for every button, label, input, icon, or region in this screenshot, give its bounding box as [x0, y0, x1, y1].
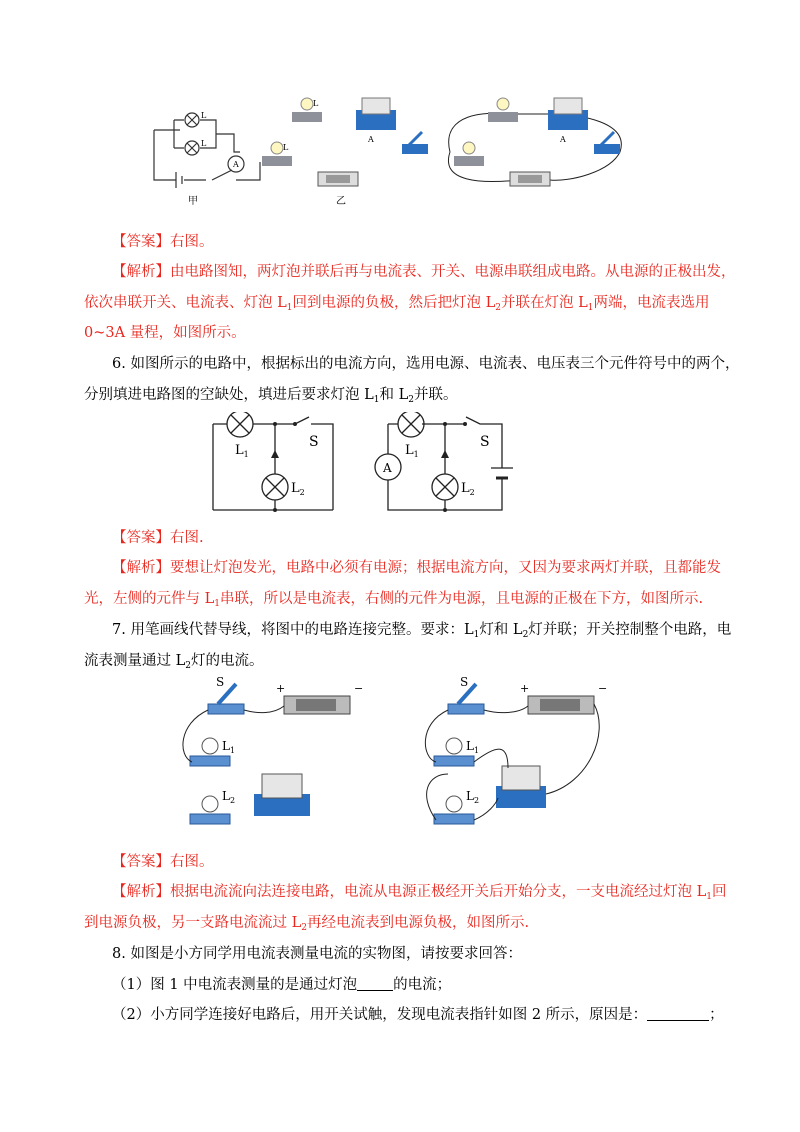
analysis-text: 要想让灯泡发光，电路中必须有电源；根据电流方向，又因为要求两灯并联，且都能发 [170, 560, 721, 576]
q6-left-s: S [309, 434, 319, 450]
answer-tag: 【答案】 [112, 234, 170, 250]
q7-analysis-line2 [84, 913, 800, 933]
sub: 2 [299, 488, 305, 497]
q5-label-l1: L [201, 111, 207, 120]
q7-analysis-line1 [112, 882, 800, 902]
q7-left-l2 [222, 789, 235, 805]
q8-part2 [112, 1005, 800, 1025]
q7-stem-line1 [112, 620, 800, 640]
q7-figures [178, 674, 618, 830]
q7-left-minus: − [354, 682, 364, 695]
text: 分别填进电路图的空缺处，填进后要求灯泡 L [84, 387, 374, 403]
q6-right-l2 [461, 481, 475, 497]
q8-part1 [112, 975, 800, 995]
q8-blank-1[interactable] [357, 976, 393, 991]
analysis-tag: 【解析】 [112, 560, 170, 576]
q6-right-l1 [405, 443, 419, 459]
q5-analysis-line1 [112, 262, 800, 282]
text: L [461, 481, 470, 496]
text: 回到电源的负极，然后把灯泡 L [292, 295, 496, 311]
q6-ammeter-a: A [383, 461, 392, 475]
q7-left-s: S [216, 675, 225, 689]
answer-text: 右图. [170, 530, 204, 546]
text: ； [709, 1007, 724, 1023]
q5-yi-l1: L [313, 99, 319, 108]
q8-blank-2[interactable] [647, 1006, 709, 1021]
text: 依次串联开关、电流表、灯泡 L [84, 295, 287, 311]
q5-parts-wired [448, 98, 621, 186]
q5-schematic-jia [154, 113, 260, 188]
q5-yi-a: A [368, 135, 374, 144]
text: 再经电流表到电源负极，如图所示. [306, 915, 530, 931]
q5-wired-a: A [560, 135, 566, 144]
sub: 2 [408, 395, 414, 405]
sub: 1 [229, 746, 236, 755]
q6-stem-line2 [84, 385, 800, 405]
text: L [466, 739, 474, 753]
text: L [291, 481, 300, 496]
text: 7. 用笔画线代替导线，将图中的电路连接完整。要求：L [112, 622, 474, 638]
q5-label-jia: 甲 [188, 196, 198, 207]
answer-text: 右图。 [170, 234, 214, 250]
q6-figures [205, 412, 525, 516]
text: 流表测量通过 L [84, 653, 186, 669]
q7-left-plus: + [276, 682, 286, 695]
q7-right-plus: + [520, 682, 530, 695]
q6-answer [112, 528, 800, 548]
sub: 1 [706, 892, 712, 902]
q7-right-l1 [466, 739, 479, 755]
analysis-tag: 【解析】 [112, 264, 170, 280]
sub: 2 [301, 923, 307, 933]
sub: 1 [473, 630, 480, 640]
text: 并联在灯泡 L [500, 295, 588, 311]
q7-stem-line2 [84, 651, 800, 671]
text: 和 L [379, 387, 409, 403]
text: L [222, 789, 230, 803]
text: （1）图 1 中电流表测量的是通过灯泡 [112, 977, 358, 993]
text: L [405, 443, 414, 458]
text: L [222, 739, 230, 753]
text: 根据电流流向法连接电路，电流从电源正极经开关后开始分支，一支电流经过灯泡 L [170, 884, 707, 900]
analysis-tag: 【解析】 [112, 884, 170, 900]
sub: 1 [473, 746, 480, 755]
q7-left-l1 [222, 739, 235, 755]
q5-yi-l2: L [283, 143, 289, 152]
q6-analysis-line2 [84, 589, 800, 609]
text: 串联，所以是电流表，右侧的元件为电源，且电源的正极在下方，如图所示. [219, 591, 704, 607]
q6-left-l2 [291, 481, 305, 497]
text: 两端，电流表选用 [593, 295, 710, 311]
q6-right-s: S [480, 434, 490, 450]
answer-tag: 【答案】 [112, 530, 170, 546]
q5-label-yi: 乙 [336, 196, 346, 207]
sub: 2 [522, 630, 529, 640]
text: 灯的电流。 [190, 653, 264, 669]
text: 到电源负极，另一支路电流流过 L [84, 915, 302, 931]
sub: 2 [229, 796, 236, 805]
sub: 1 [214, 599, 220, 609]
q5-analysis-line3: 0~3A 量程，如图所示。 [84, 325, 246, 341]
sub: 1 [587, 303, 594, 313]
q5-analysis-line2 [84, 293, 800, 313]
q6-stem-line1: 6. 如图所示的电路中，根据标出的电流方向，选用电源、电流表、电压表三个元件符号中的两个， [112, 356, 740, 372]
q5-parts-yi [262, 98, 428, 186]
sub: 1 [373, 395, 380, 405]
q5-answer [112, 232, 800, 252]
text: 并联。 [413, 387, 458, 403]
text: （2）小方同学连接好电路后，用开关试触，发现电流表指针如图 2 所示，原因是： [112, 1007, 648, 1023]
answer-tag: 【答案】 [112, 854, 170, 870]
q8-stem: 8. 如图是小方同学用电流表测量电流的实物图，请按要求回答： [112, 946, 522, 962]
q6-analysis-line1 [112, 558, 800, 578]
text: L [235, 443, 244, 458]
q5-figures [150, 92, 650, 210]
sub: 2 [469, 488, 475, 497]
text: 回 [711, 884, 727, 900]
q7-answer [112, 852, 800, 872]
q7-left [183, 684, 350, 824]
q7-right-l2 [466, 789, 479, 805]
sub: 2 [473, 796, 480, 805]
q6-left-l1 [235, 443, 249, 459]
text: 光，左侧的元件与 L [84, 591, 215, 607]
analysis-text: 由电路图知，两灯泡并联后再与电流表、开关、电源串联组成电路。从电源的正极出发， [170, 264, 736, 280]
sub: 1 [413, 450, 419, 459]
text: L [466, 789, 474, 803]
q7-right-s: S [460, 675, 469, 689]
sub: 2 [185, 661, 191, 671]
q7-right [425, 684, 599, 824]
q5-label-a: A [233, 160, 239, 169]
sub: 1 [243, 450, 249, 459]
sub: 2 [495, 303, 501, 313]
text: 灯并联；开关控制整个电路，电 [528, 622, 732, 638]
q7-right-minus: − [598, 682, 608, 695]
text: 的电流； [393, 977, 452, 993]
sub: 1 [286, 303, 293, 313]
answer-text: 右图。 [170, 854, 214, 870]
q5-label-l2: L [201, 139, 207, 148]
text: 灯和 L [479, 622, 523, 638]
